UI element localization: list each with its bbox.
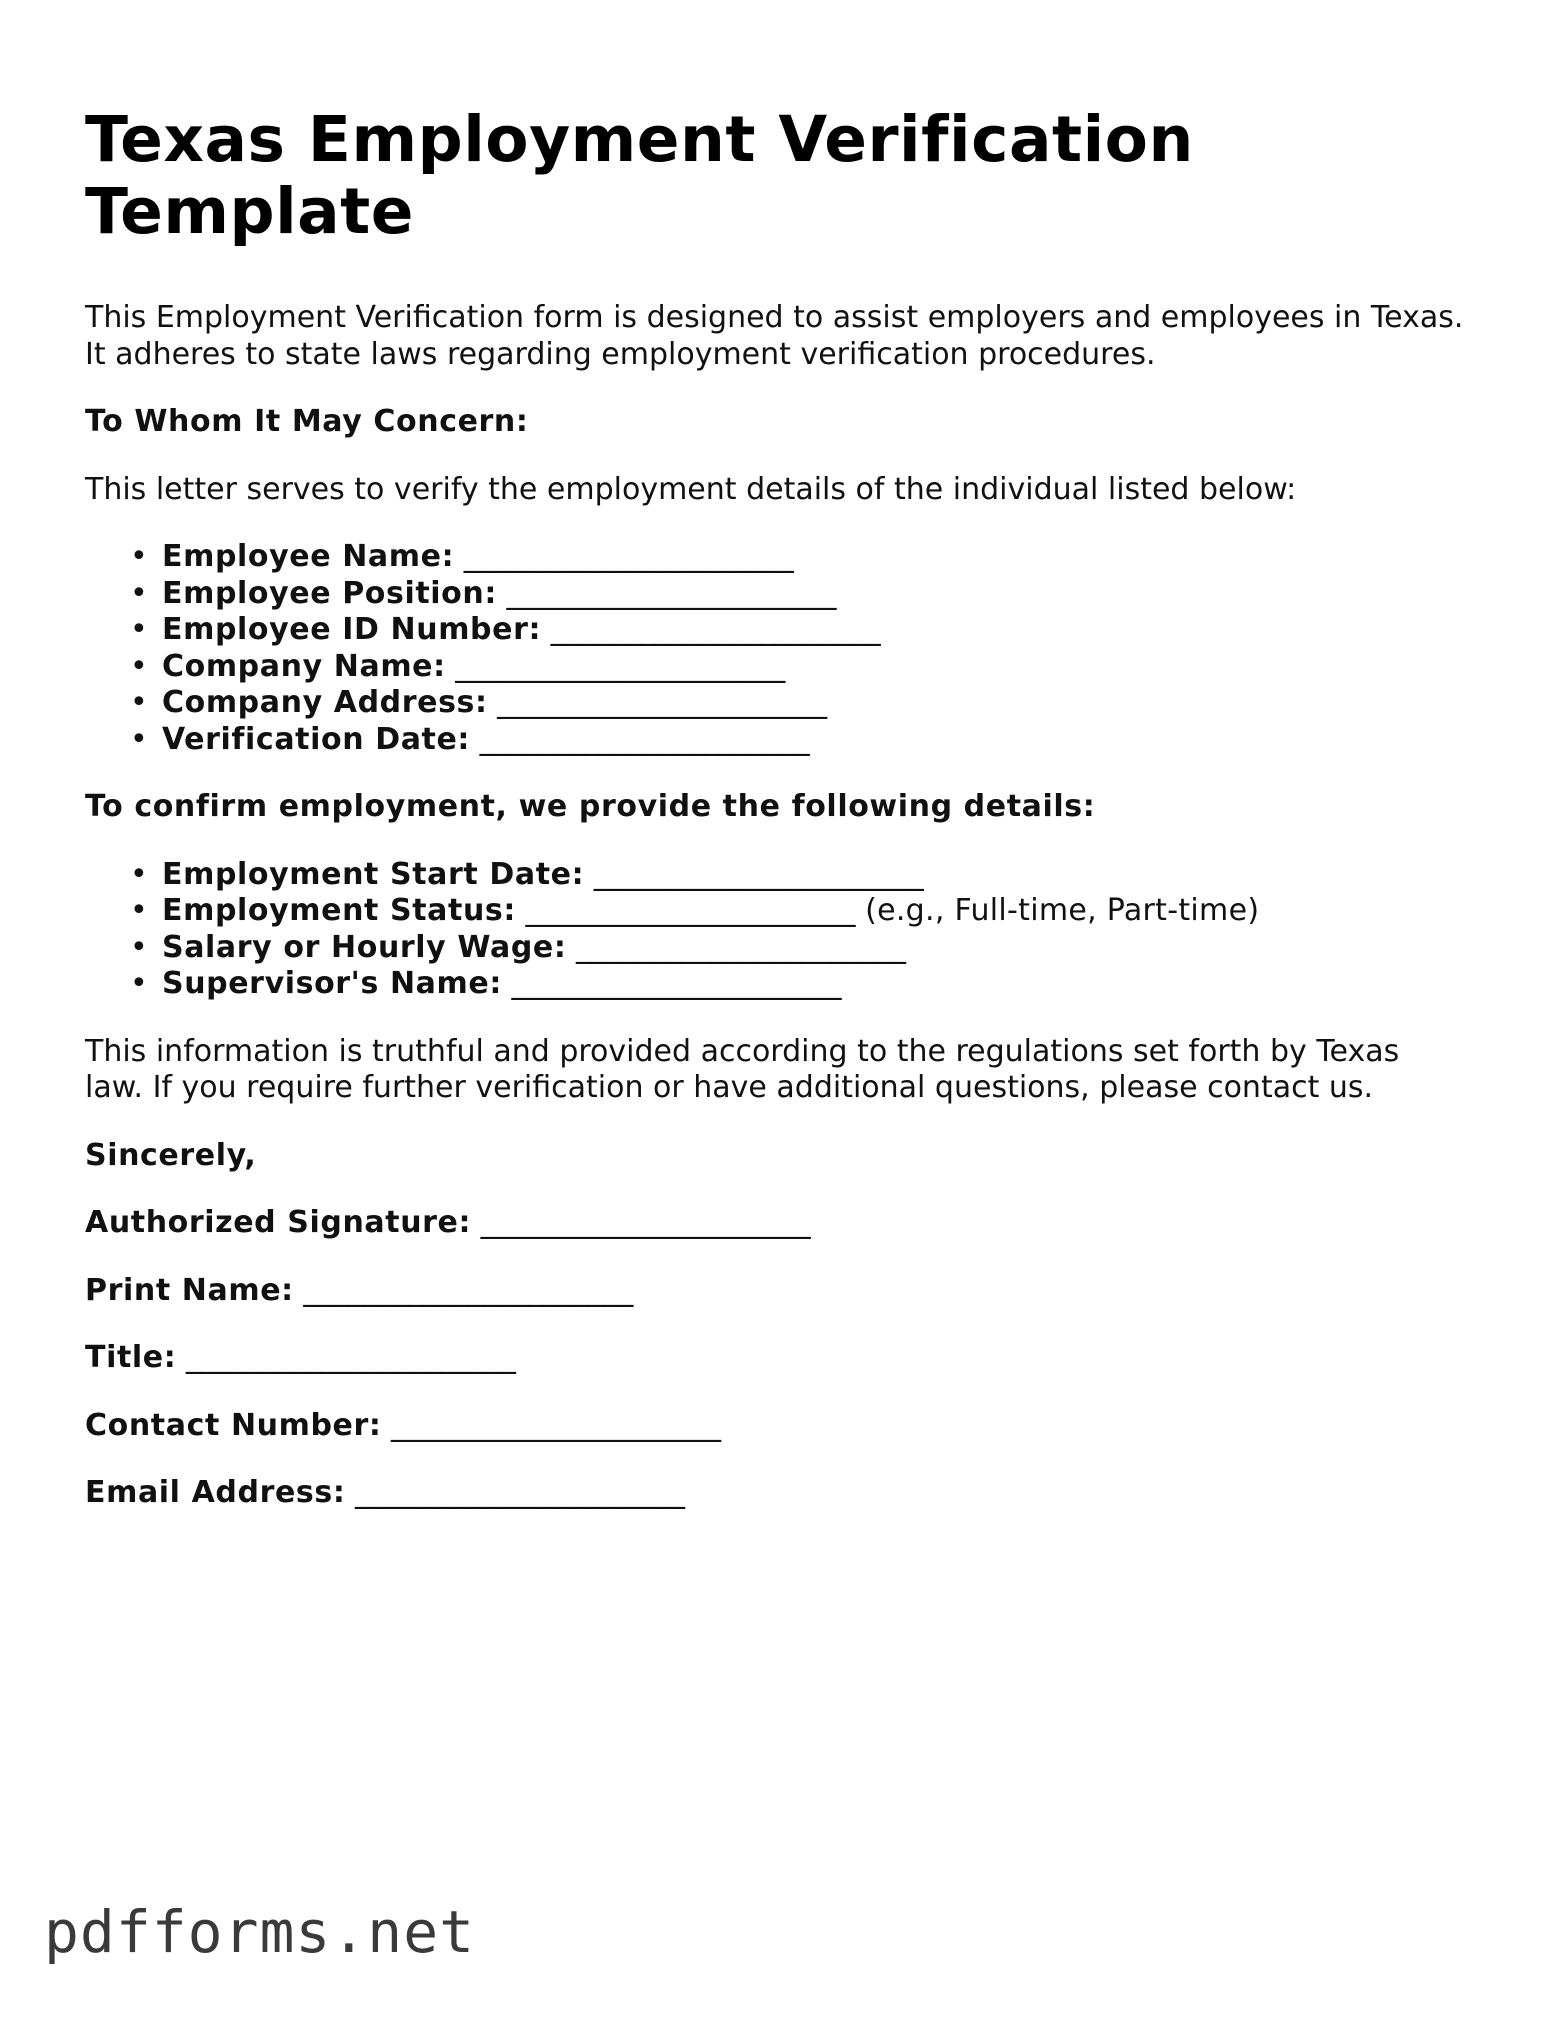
blank-line[interactable]: ______________________ bbox=[479, 721, 810, 757]
field-company-address bbox=[130, 685, 1465, 722]
blank-line[interactable]: ______________________ bbox=[463, 539, 794, 574]
field-label: Supervisor's Name: bbox=[162, 966, 502, 1001]
field-label: Company Address: bbox=[162, 685, 488, 720]
field-supervisor-name bbox=[130, 966, 1465, 1003]
print-name-field-row bbox=[85, 1273, 1465, 1310]
bullet-icon: • bbox=[130, 721, 148, 757]
blank-line[interactable]: ______________________ bbox=[550, 612, 881, 647]
field-verification-date bbox=[130, 721, 1465, 759]
field-employee-position bbox=[130, 575, 1465, 613]
employment-fields-list bbox=[85, 857, 1465, 1003]
bullet-icon: • bbox=[130, 648, 148, 684]
bullet-icon: • bbox=[130, 539, 148, 574]
document-page bbox=[85, 104, 1465, 1512]
intro-paragraph: This Employment Verification form is designed to assist employers and employees in Texas. It adheres to state laws regarding employment verification procedures. bbox=[85, 300, 1464, 372]
blank-line[interactable]: ______________________ bbox=[455, 648, 786, 684]
field-label: Contact Number: bbox=[85, 1407, 382, 1443]
field-employee-id bbox=[130, 612, 1465, 649]
field-label: Authorized Signature: bbox=[85, 1205, 472, 1240]
closing-paragraph: This information is truthful and provided according to the regulations set forth by Texas law. If you require further verification or have additional questions, please contact us. bbox=[85, 1033, 1400, 1105]
field-label: Print Name: bbox=[85, 1272, 294, 1308]
watermark-logo: pdfforms.net bbox=[44, 1898, 476, 1966]
bullet-icon: • bbox=[130, 685, 148, 720]
field-label: Employment Status: bbox=[162, 893, 516, 928]
field-employee-name bbox=[130, 539, 1465, 576]
field-label: Salary or Hourly Wage: bbox=[162, 929, 567, 965]
field-label: Company Name: bbox=[162, 648, 446, 684]
field-note: (e.g., Full-time, Part-time) bbox=[865, 893, 1260, 928]
blank-line[interactable]: ______________________ bbox=[303, 1272, 634, 1308]
blank-line[interactable]: ______________________ bbox=[391, 1407, 722, 1443]
blank-line[interactable]: ______________________ bbox=[511, 966, 842, 1001]
field-label: Employee ID Number: bbox=[162, 612, 542, 647]
field-company-name bbox=[130, 648, 1465, 686]
blank-line[interactable]: ______________________ bbox=[506, 575, 837, 611]
bullet-icon: • bbox=[130, 966, 148, 1001]
blank-line[interactable]: ______________________ bbox=[497, 685, 828, 720]
email-field-row bbox=[85, 1475, 1465, 1512]
title-field-row bbox=[85, 1340, 1465, 1377]
field-salary bbox=[130, 929, 1465, 967]
confirm-heading: To confirm employment, we provide the following details: bbox=[85, 789, 1096, 824]
bullet-icon: • bbox=[130, 929, 148, 965]
blank-line[interactable]: ______________________ bbox=[185, 1340, 516, 1375]
field-label: Employment Start Date: bbox=[162, 856, 585, 892]
field-label: Employee Name: bbox=[162, 539, 455, 574]
field-label: Title: bbox=[85, 1340, 177, 1375]
field-label: Employee Position: bbox=[162, 575, 497, 611]
document-title: Texas Employment Verification Template bbox=[85, 103, 1194, 248]
field-label: Email Address: bbox=[85, 1475, 346, 1510]
field-label: Verification Date: bbox=[162, 721, 471, 757]
bullet-icon: • bbox=[130, 575, 148, 611]
sign-off: Sincerely, bbox=[85, 1137, 257, 1173]
field-employment-status bbox=[130, 893, 1465, 930]
blank-line[interactable]: ______________________ bbox=[354, 1475, 685, 1510]
lead-paragraph: This letter serves to verify the employment details of the individual listed below: bbox=[85, 471, 1297, 507]
bullet-icon: • bbox=[130, 893, 148, 928]
employee-fields-list bbox=[85, 539, 1465, 758]
bullet-icon: • bbox=[130, 856, 148, 892]
blank-line[interactable]: ______________________ bbox=[525, 893, 856, 928]
bullet-icon: • bbox=[130, 612, 148, 647]
salutation: To Whom It May Concern: bbox=[85, 404, 529, 439]
field-start-date bbox=[130, 856, 1465, 894]
blank-line[interactable]: ______________________ bbox=[593, 856, 924, 892]
signature-field-row bbox=[85, 1205, 1465, 1242]
blank-line[interactable]: ______________________ bbox=[576, 929, 907, 965]
contact-number-field-row bbox=[85, 1408, 1465, 1445]
blank-line[interactable]: ______________________ bbox=[480, 1205, 811, 1240]
